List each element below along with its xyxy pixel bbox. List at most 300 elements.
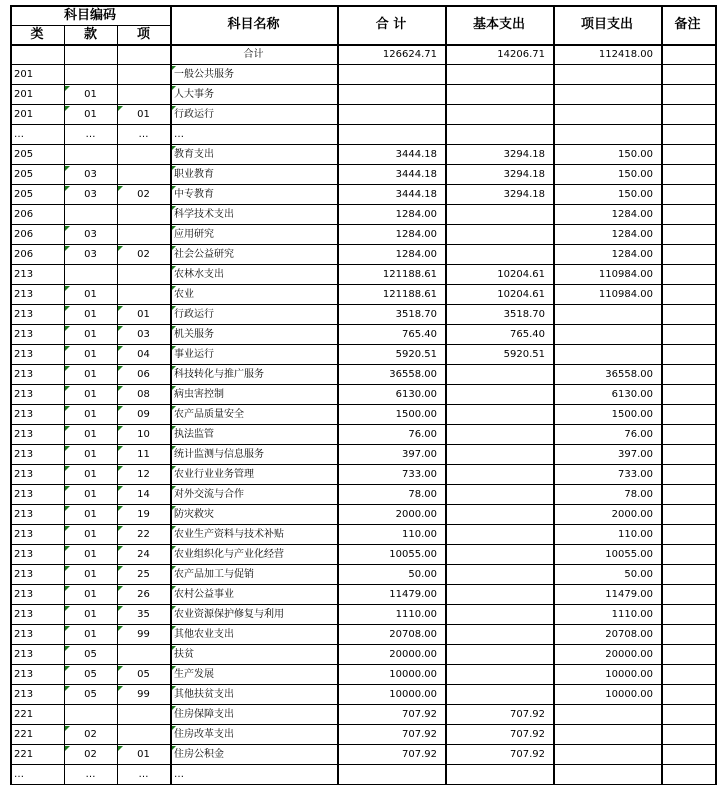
cell-xiang: 25	[137, 569, 150, 580]
cell-lei: 213	[14, 689, 34, 700]
cell-name: 中专教育	[174, 189, 214, 200]
grid-line	[117, 25, 118, 785]
grid-line	[10, 624, 716, 625]
cell-total: 1500.00	[395, 409, 437, 420]
cell-project: 110.00	[618, 529, 653, 540]
grid-line	[10, 164, 716, 165]
cell-name: 农产品质量安全	[174, 409, 244, 420]
cell-name: 农业	[174, 289, 194, 300]
cell-xiang: 22	[137, 529, 150, 540]
cell-kuan: 02	[84, 729, 97, 740]
cell-name: 行政运行	[174, 109, 214, 120]
cell-total: 121188.61	[382, 289, 437, 300]
cell-marker-icon	[65, 506, 70, 511]
cell-total: 10055.00	[389, 549, 437, 560]
grid-line	[10, 544, 716, 545]
grid-line	[10, 84, 716, 85]
cell-xiang: 24	[137, 549, 150, 560]
cell-xiang: 03	[137, 329, 150, 340]
cell-project: 733.00	[618, 469, 653, 480]
grid-line	[10, 564, 716, 565]
cell-basic: 14206.71	[497, 49, 545, 60]
header-code-group: 科目编码	[63, 8, 116, 23]
cell-lei: 213	[14, 409, 34, 420]
cell-total: 3444.18	[395, 169, 437, 180]
cell-kuan: 05	[84, 669, 97, 680]
grid-line	[10, 124, 716, 125]
cell-marker-icon	[65, 466, 70, 471]
cell-lei: 213	[14, 269, 34, 280]
cell-marker-icon	[65, 726, 70, 731]
cell-total: 5920.51	[395, 349, 437, 360]
cell-project: 112418.00	[598, 49, 653, 60]
cell-name: 农产品加工与促销	[174, 569, 254, 580]
cell-name: 防灾救灾	[174, 509, 214, 520]
cell-xiang: 05	[137, 669, 150, 680]
cell-lei: 221	[14, 749, 34, 760]
cell-total: 3444.18	[395, 189, 437, 200]
grid-line	[10, 44, 716, 46]
grid-line	[661, 5, 663, 785]
cell-name: 扶贫	[174, 649, 194, 660]
cell-project: 20000.00	[605, 649, 653, 660]
grid-line	[10, 484, 716, 485]
cell-xiang: 99	[137, 689, 150, 700]
cell-marker-icon	[65, 646, 70, 651]
cell-basic: 707.92	[510, 749, 545, 760]
cell-marker-icon	[65, 486, 70, 491]
cell-total: 6130.00	[395, 389, 437, 400]
cell-project: 150.00	[618, 149, 653, 160]
cell-kuan: 05	[84, 689, 97, 700]
cell-kuan: 03	[84, 229, 97, 240]
cell-marker-icon	[118, 246, 123, 251]
cell-lei: 213	[14, 429, 34, 440]
cell-kuan: …	[85, 769, 96, 780]
cell-kuan: 03	[84, 249, 97, 260]
cell-kuan: 05	[84, 649, 97, 660]
grid-line	[10, 424, 716, 425]
cell-xiang: 26	[137, 589, 150, 600]
cell-marker-icon	[118, 426, 123, 431]
cell-lei: 205	[14, 169, 34, 180]
cell-kuan: 01	[84, 569, 97, 580]
cell-xiang: 09	[137, 409, 150, 420]
cell-name: 社会公益研究	[174, 249, 234, 260]
cell-kuan: 01	[84, 329, 97, 340]
cell-lei: 221	[14, 709, 34, 720]
grid-line	[337, 5, 339, 785]
cell-basic: 707.92	[510, 729, 545, 740]
cell-basic: 5920.51	[503, 349, 545, 360]
cell-name: 住房保障支出	[174, 709, 234, 720]
grid-line	[10, 704, 716, 705]
cell-total: 3444.18	[395, 149, 437, 160]
cell-marker-icon	[65, 346, 70, 351]
cell-basic: 707.92	[510, 709, 545, 720]
cell-total: 76.00	[408, 429, 437, 440]
cell-total: 707.92	[402, 749, 437, 760]
cell-lei: 213	[14, 529, 34, 540]
cell-total: 3518.70	[395, 309, 437, 320]
cell-basic: 10204.61	[497, 269, 545, 280]
cell-marker-icon	[65, 526, 70, 531]
cell-marker-icon	[118, 306, 123, 311]
grid-line	[10, 224, 716, 225]
cell-name: 其他农业支出	[174, 629, 234, 640]
cell-total: 20000.00	[389, 649, 437, 660]
grid-line	[715, 5, 717, 785]
grid-line	[10, 644, 716, 645]
cell-marker-icon	[118, 386, 123, 391]
cell-kuan: 01	[84, 489, 97, 500]
grid-line	[10, 264, 716, 265]
grid-line	[10, 25, 170, 26]
cell-name: 其他扶贫支出	[174, 689, 234, 700]
cell-total: 1284.00	[395, 249, 437, 260]
cell-kuan: 01	[84, 369, 97, 380]
grid-line	[10, 184, 716, 185]
cell-xiang: 35	[137, 609, 150, 620]
cell-total: 707.92	[402, 729, 437, 740]
cell-kuan: 01	[84, 449, 97, 460]
cell-kuan: 01	[84, 389, 97, 400]
cell-total: 11479.00	[389, 589, 437, 600]
cell-lei: 213	[14, 489, 34, 500]
cell-xiang: 01	[137, 749, 150, 760]
cell-kuan: 01	[84, 589, 97, 600]
grid-line	[10, 764, 716, 765]
cell-total: 1284.00	[395, 229, 437, 240]
cell-lei: 205	[14, 189, 34, 200]
cell-xiang: 14	[137, 489, 150, 500]
cell-project: 50.00	[624, 569, 653, 580]
cell-name: 科学技术支出	[174, 209, 234, 220]
cell-total: 1110.00	[395, 609, 437, 620]
grid-line	[10, 244, 716, 245]
cell-kuan: 01	[84, 309, 97, 320]
cell-marker-icon	[65, 586, 70, 591]
cell-lei: 221	[14, 729, 34, 740]
grid-line	[10, 304, 716, 305]
cell-lei: 206	[14, 209, 34, 220]
cell-marker-icon	[118, 686, 123, 691]
cell-lei: 213	[14, 369, 34, 380]
cell-lei: 213	[14, 449, 34, 460]
cell-name: 农业生产资料与技术补贴	[174, 529, 284, 540]
grid-line	[553, 5, 555, 785]
cell-marker-icon	[65, 546, 70, 551]
cell-name: 行政运行	[174, 309, 214, 320]
cell-project: 150.00	[618, 189, 653, 200]
grid-line	[10, 5, 12, 785]
cell-total: 10000.00	[389, 669, 437, 680]
cell-name: 职业教育	[174, 169, 214, 180]
cell-lei: 213	[14, 609, 34, 620]
cell-lei: …	[14, 129, 24, 140]
cell-marker-icon	[65, 326, 70, 331]
cell-name: 农业组织化与产业化经营	[174, 549, 284, 560]
cell-lei: 213	[14, 289, 34, 300]
cell-total: 50.00	[408, 569, 437, 580]
cell-marker-icon	[118, 666, 123, 671]
cell-marker-icon	[65, 306, 70, 311]
cell-lei: 201	[14, 89, 34, 100]
grid-line	[10, 144, 716, 145]
cell-total: 36558.00	[389, 369, 437, 380]
cell-project: 110984.00	[598, 289, 653, 300]
cell-marker-icon	[65, 606, 70, 611]
cell-marker-icon	[118, 566, 123, 571]
cell-project: 150.00	[618, 169, 653, 180]
cell-marker-icon	[65, 446, 70, 451]
grid-line	[10, 584, 716, 585]
cell-name: 机关服务	[174, 329, 214, 340]
cell-marker-icon	[118, 186, 123, 191]
cell-marker-icon	[65, 406, 70, 411]
cell-name: 执法监管	[174, 429, 214, 440]
cell-lei: 206	[14, 249, 34, 260]
cell-kuan: 01	[84, 529, 97, 540]
cell-marker-icon	[65, 106, 70, 111]
cell-kuan: 01	[84, 609, 97, 620]
cell-marker-icon	[118, 446, 123, 451]
grid-line	[10, 204, 716, 205]
header-kuan: 款	[83, 27, 97, 42]
cell-total: 1284.00	[395, 209, 437, 220]
grid-line	[10, 664, 716, 665]
cell-project: 2000.00	[611, 509, 653, 520]
cell-name: 病虫害控制	[174, 389, 224, 400]
grid-line	[10, 364, 716, 365]
header-total: 合 计	[375, 17, 407, 32]
cell-marker-icon	[118, 546, 123, 551]
cell-marker-icon	[118, 626, 123, 631]
cell-project: 11479.00	[605, 589, 653, 600]
cell-project: 36558.00	[605, 369, 653, 380]
cell-name: 事业运行	[174, 349, 214, 360]
header-xiang: 项	[136, 27, 150, 42]
grid-line	[10, 104, 716, 105]
cell-kuan: 01	[84, 89, 97, 100]
cell-project: 20708.00	[605, 629, 653, 640]
cell-project: 1110.00	[611, 609, 653, 620]
cell-total: 2000.00	[395, 509, 437, 520]
header-name: 科目名称	[227, 17, 280, 32]
cell-project: 397.00	[618, 449, 653, 460]
grid-line	[10, 744, 716, 745]
cell-basic: 765.40	[510, 329, 545, 340]
cell-kuan: 01	[84, 349, 97, 360]
cell-name: 科技转化与推广服务	[174, 369, 264, 380]
cell-lei: 213	[14, 549, 34, 560]
cell-lei: 213	[14, 389, 34, 400]
cell-marker-icon	[65, 286, 70, 291]
cell-total: 121188.61	[382, 269, 437, 280]
cell-lei: 213	[14, 669, 34, 680]
cell-project: 10000.00	[605, 689, 653, 700]
cell-marker-icon	[118, 526, 123, 531]
cell-basic: 3518.70	[503, 309, 545, 320]
cell-lei: 213	[14, 569, 34, 580]
cell-project: 110984.00	[598, 269, 653, 280]
cell-xiang: 12	[137, 469, 150, 480]
cell-marker-icon	[118, 466, 123, 471]
cell-project: 1284.00	[611, 209, 653, 220]
cell-basic: 10204.61	[497, 289, 545, 300]
header-remark: 备注	[674, 17, 701, 32]
grid-line	[10, 324, 716, 325]
cell-marker-icon	[118, 406, 123, 411]
cell-name: 农林水支出	[174, 269, 224, 280]
grid-line	[10, 504, 716, 505]
grid-line	[10, 444, 716, 445]
grid-line	[10, 684, 716, 685]
cell-lei: …	[14, 769, 24, 780]
cell-kuan: 01	[84, 429, 97, 440]
cell-project: 6130.00	[611, 389, 653, 400]
cell-name: 生产发展	[174, 669, 214, 680]
cell-marker-icon	[65, 666, 70, 671]
cell-basic: 3294.18	[503, 189, 545, 200]
grid-line	[10, 344, 716, 345]
cell-total: 733.00	[402, 469, 437, 480]
grid-line	[10, 784, 716, 785]
cell-marker-icon	[65, 566, 70, 571]
cell-marker-icon	[118, 106, 123, 111]
cell-lei: 213	[14, 629, 34, 640]
cell-project: 76.00	[624, 429, 653, 440]
cell-marker-icon	[118, 346, 123, 351]
cell-lei: 201	[14, 109, 34, 120]
cell-lei: 213	[14, 509, 34, 520]
cell-total: 110.00	[402, 529, 437, 540]
cell-kuan: 03	[84, 189, 97, 200]
cell-marker-icon	[65, 426, 70, 431]
cell-xiang: …	[138, 129, 149, 140]
cell-marker-icon	[118, 326, 123, 331]
cell-project: 10000.00	[605, 669, 653, 680]
cell-name: 人大事务	[174, 89, 214, 100]
cell-name: 住房公积金	[174, 749, 224, 760]
cell-marker-icon	[118, 746, 123, 751]
cell-total: 78.00	[408, 489, 437, 500]
cell-total: 765.40	[402, 329, 437, 340]
grid-line	[10, 724, 716, 725]
grid-line	[10, 524, 716, 525]
cell-xiang: 04	[137, 349, 150, 360]
cell-marker-icon	[65, 226, 70, 231]
cell-xiang: 01	[137, 309, 150, 320]
cell-name: 农业资源保护修复与利用	[174, 609, 284, 620]
cell-name: 农村公益事业	[174, 589, 234, 600]
grid-line	[10, 604, 716, 605]
cell-basic: 3294.18	[503, 149, 545, 160]
cell-basic: 3294.18	[503, 169, 545, 180]
cell-kuan: 03	[84, 169, 97, 180]
cell-xiang: 10	[137, 429, 150, 440]
cell-lei: 213	[14, 329, 34, 340]
cell-name: 统计监测与信息服务	[174, 449, 264, 460]
cell-marker-icon	[65, 686, 70, 691]
cell-marker-icon	[65, 626, 70, 631]
cell-marker-icon	[65, 186, 70, 191]
cell-lei: 213	[14, 469, 34, 480]
cell-project: 10055.00	[605, 549, 653, 560]
cell-name: 农业行业业务管理	[174, 469, 254, 480]
cell-total: 10000.00	[389, 689, 437, 700]
cell-marker-icon	[65, 86, 70, 91]
grid-line	[10, 464, 716, 465]
cell-total: 20708.00	[389, 629, 437, 640]
cell-xiang: 08	[137, 389, 150, 400]
cell-marker-icon	[118, 366, 123, 371]
cell-kuan: 01	[84, 109, 97, 120]
cell-kuan: 01	[84, 549, 97, 560]
cell-project: 1284.00	[611, 249, 653, 260]
grid-line	[10, 284, 716, 285]
cell-name: 教育支出	[174, 149, 214, 160]
cell-xiang: 19	[137, 509, 150, 520]
cell-total: 397.00	[402, 449, 437, 460]
cell-total: 707.92	[402, 709, 437, 720]
cell-xiang: 01	[137, 109, 150, 120]
header-lei: 类	[30, 27, 44, 42]
cell-marker-icon	[65, 386, 70, 391]
cell-kuan: 02	[84, 749, 97, 760]
cell-xiang: 06	[137, 369, 150, 380]
cell-lei: 213	[14, 349, 34, 360]
cell-lei: 206	[14, 229, 34, 240]
cell-name: …	[174, 769, 184, 780]
cell-name: 对外交流与合作	[174, 489, 244, 500]
cell-marker-icon	[118, 586, 123, 591]
header-project: 项目支出	[580, 17, 633, 32]
cell-lei: 213	[14, 309, 34, 320]
cell-marker-icon	[118, 606, 123, 611]
cell-name: 住房改革支出	[174, 729, 234, 740]
cell-name: 合计	[243, 49, 264, 60]
cell-xiang: 11	[137, 449, 150, 460]
cell-name: 一般公共服务	[174, 69, 234, 80]
cell-xiang: 02	[137, 189, 150, 200]
grid-line	[64, 25, 65, 785]
cell-kuan: 01	[84, 509, 97, 520]
cell-kuan: 01	[84, 469, 97, 480]
grid-line	[10, 5, 716, 7]
cell-lei: 213	[14, 649, 34, 660]
cell-lei: 205	[14, 149, 34, 160]
cell-project: 1500.00	[611, 409, 653, 420]
cell-xiang: 02	[137, 249, 150, 260]
cell-lei: 213	[14, 589, 34, 600]
grid-line	[170, 5, 172, 785]
cell-marker-icon	[65, 166, 70, 171]
cell-marker-icon	[118, 506, 123, 511]
cell-marker-icon	[65, 246, 70, 251]
cell-lei: 201	[14, 69, 34, 80]
header-basic: 基本支出	[472, 17, 525, 32]
cell-xiang: …	[138, 769, 149, 780]
cell-marker-icon	[118, 486, 123, 491]
cell-project: 1284.00	[611, 229, 653, 240]
grid-line	[10, 404, 716, 405]
cell-marker-icon	[65, 366, 70, 371]
cell-marker-icon	[65, 746, 70, 751]
cell-project: 78.00	[624, 489, 653, 500]
grid-line	[10, 64, 716, 65]
cell-total: 126624.71	[382, 49, 437, 60]
